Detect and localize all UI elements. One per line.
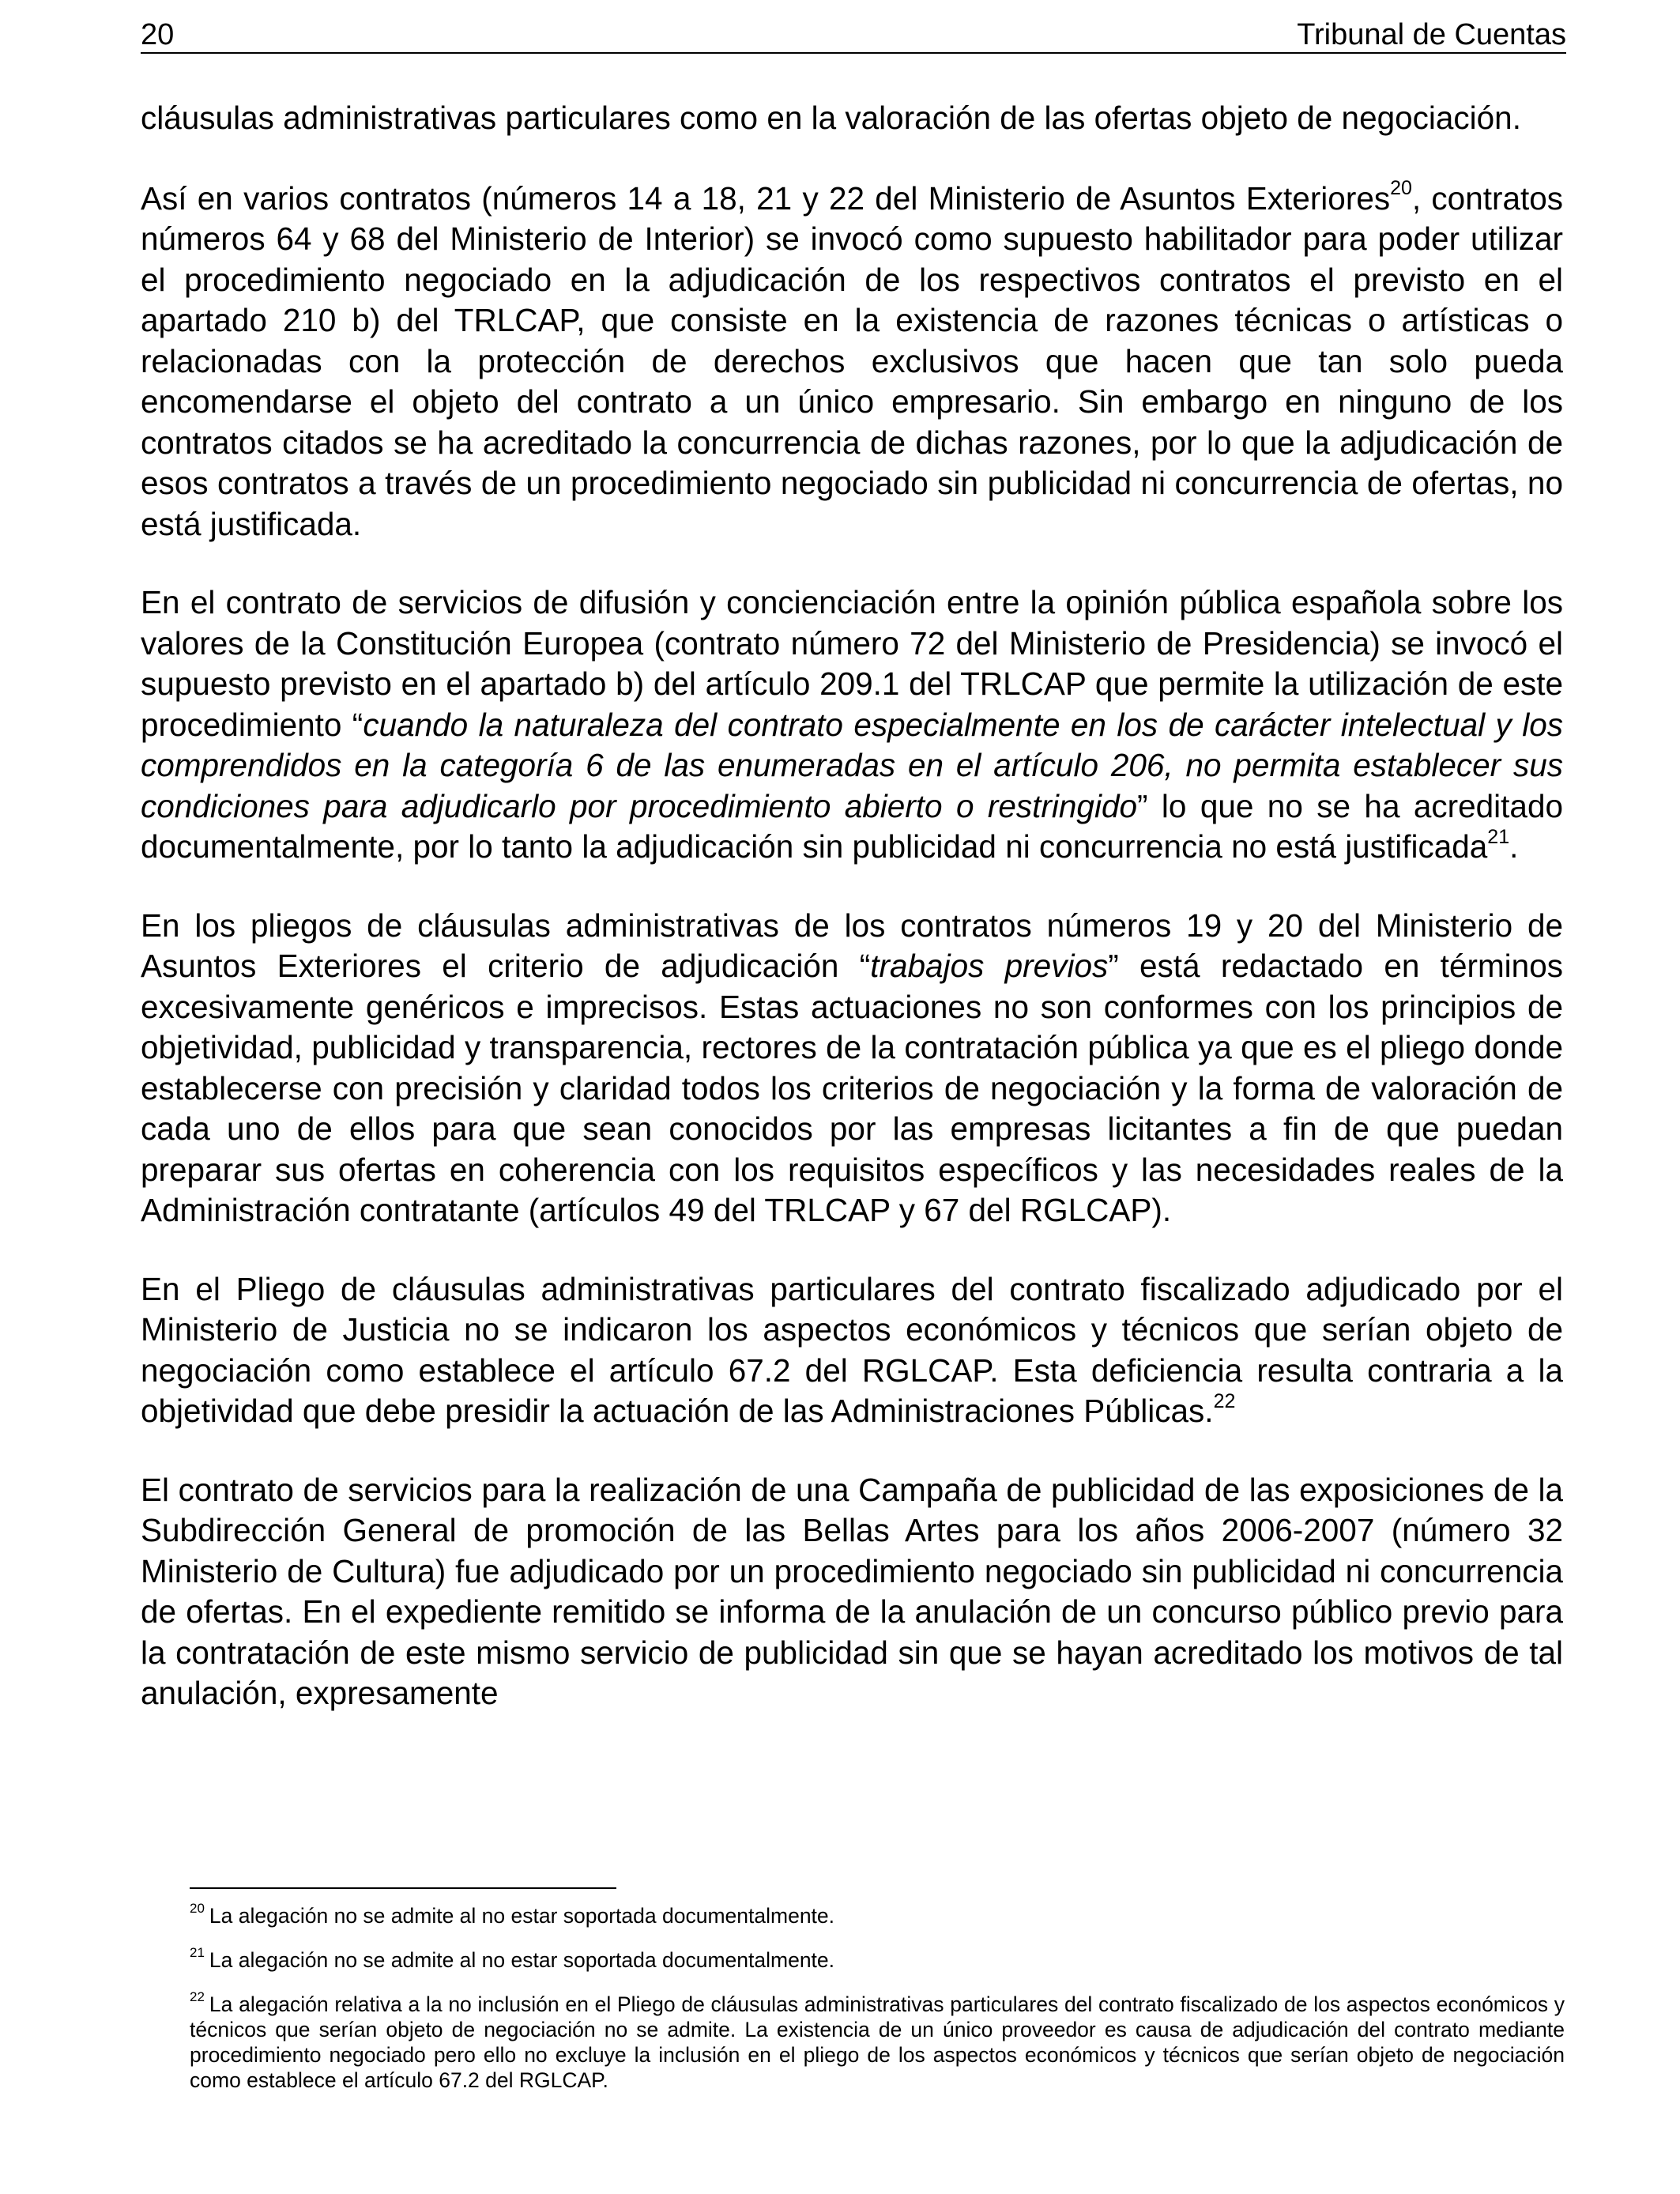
paragraph-text: ” lo que no se ha acreditado documentalmente, por lo tanto la adjudicación sin publicidad ni concurrencia no está justificada — [141, 787, 1563, 865]
footnote-divider — [190, 1887, 616, 1889]
footnote-number: 21 — [190, 1945, 205, 1961]
quoted-text: trabajos previos — [870, 948, 1109, 984]
paragraph-asuntos-exteriores — [141, 179, 1563, 545]
paragraph-text: El contrato de servicios para la realización de una Campaña de publicidad de las exposiciones de la Subdirección General de promoción de las Bellas Artes para los años 2006-2007 (número 32 Ministerio de Cultura) fue adjudicado por un procedimiento negociado sin publicidad ni concurrencia de ofertas. En el expediente remitido se informa de la anulación de un concurso público previo para la contratación de este mismo servicio de publicidad sin que se hayan acreditado los motivos de tal anulación, expresamente — [141, 1471, 1563, 1711]
footnote-text: La alegación relativa a la no inclusión en el Pliego de cláusulas administrativas particulares del contrato fiscalizado de los aspectos económicos y técnicos que serían objeto de negociación no se admite. La existencia de un único proveedor es causa de adjudicación del contrato mediante procedimiento negociado pero ello no excluye la inclusión en el pliego de los aspectos económicos y técnicos que serían objeto de negociación como establece el artículo 67.2 del RGLCAP. — [190, 1992, 1565, 2092]
page-header — [141, 17, 1566, 54]
paragraph-text: En el Pliego de cláusulas administrativas particulares del contrato fiscalizado adjudicado por el Ministerio de Justicia no se indicaron los aspectos económicos y técnicos que serían objeto de negociación como establece el artículo 67.2 del RGLCAP. Esta deficiencia resulta contraria a la objetividad que debe presidir la actuación de las Administraciones Públicas. — [141, 1270, 1563, 1429]
footnote-number: 22 — [190, 1989, 205, 2005]
paragraph-justicia — [141, 1269, 1563, 1432]
footnote-22 — [190, 1989, 1565, 2093]
footnote-20 — [190, 1903, 1565, 1928]
footnote-number: 20 — [190, 1901, 205, 1917]
paragraph-continuation — [141, 98, 1563, 139]
running-title: Tribunal de Cuentas — [1297, 18, 1566, 51]
footnote-ref-20[interactable]: 20 — [1390, 177, 1412, 199]
footnote-text: La alegación no se admite al no estar soportada documentalmente. — [209, 1904, 835, 1928]
footnote-text: La alegación no se admite al no estar soportada documentalmente. — [209, 1948, 835, 1972]
paragraph-text: ” está redactado en términos excesivamente genéricos e imprecisos. Estas actuaciones no son conformes con los principios de objetividad, publicidad y transparencia, rectores de la contratación pública ya que es el pliego donde establecerse con precisión y claridad todos los criterios de negociación y la forma de valoración de cada uno de ellos para que sean conocidos por las empresas licitantes a fin de que puedan preparar sus ofertas en coherencia con los requisitos específicos y las necesidades reales de la Administración contratante (artículos 49 del TRLCAP y 67 del RGLCAP). — [141, 948, 1563, 1228]
paragraph-pliegos — [141, 906, 1563, 1231]
paragraph-cultura — [141, 1470, 1563, 1714]
footnote-ref-21[interactable]: 21 — [1487, 825, 1510, 848]
footnotes — [190, 1903, 1565, 2112]
paragraph-text: Así en varios contratos (números 14 a 18, 21 y 22 del Ministerio de Asuntos Exteriores — [141, 179, 1391, 217]
paragraph-text: . — [1509, 828, 1519, 865]
paragraph-text: , contratos números 64 y 68 del Ministerio de Interior) se invocó como supuesto habilitador para poder utilizar el procedimiento negociado en la adjudicación de los respectivos contratos el previsto en el apartado 210 b) del TRLCAP, que consiste en la existencia de razones técnicas o artísticas o relacionadas con la protección de derechos exclusivos que hacen que tan solo pueda encomendarse el objeto del contrato a un único empresario. Sin embargo en ninguno de los contratos citados se ha acreditado la concurrencia de dichas razones, por lo que la adjudicación de esos contratos a través de un procedimiento negociado sin publicidad ni concurrencia de ofertas, no está justificada. — [141, 179, 1564, 542]
paragraph-text: En el contrato de servicios de difusión y concienciación entre la opinión pública española sobre los valores de la Constitución Europea (contrato número 72 del Ministerio de Presidencia) se invocó el supuesto previsto en el apartado b) del artículo 209.1 del TRLCAP que permite la utilización de este procedimiento “ — [141, 584, 1563, 743]
body-text — [141, 98, 1563, 1752]
quoted-text: cuando la naturaleza del contrato especialmente en los de carácter intelectual y los comprendidos en la categoría 6 de las enumeradas en el artículo 206, no permita establecer sus condiciones para adjudicarlo por procedimiento abierto o restringido — [141, 706, 1563, 824]
paragraph-text: cláusulas administrativas particulares como en la valoración de las ofertas objeto de negociación. — [141, 100, 1521, 136]
footnote-21 — [190, 1947, 1565, 1973]
paragraph-text: En los pliegos de cláusulas administrativas de los contratos números 19 y 20 del Ministerio de Asuntos Exteriores el criterio de adjudicación “ — [141, 907, 1563, 984]
footnote-ref-22[interactable]: 22 — [1213, 1389, 1236, 1412]
page-number: 20 — [141, 18, 175, 51]
paragraph-constitucion-europea — [141, 582, 1563, 868]
